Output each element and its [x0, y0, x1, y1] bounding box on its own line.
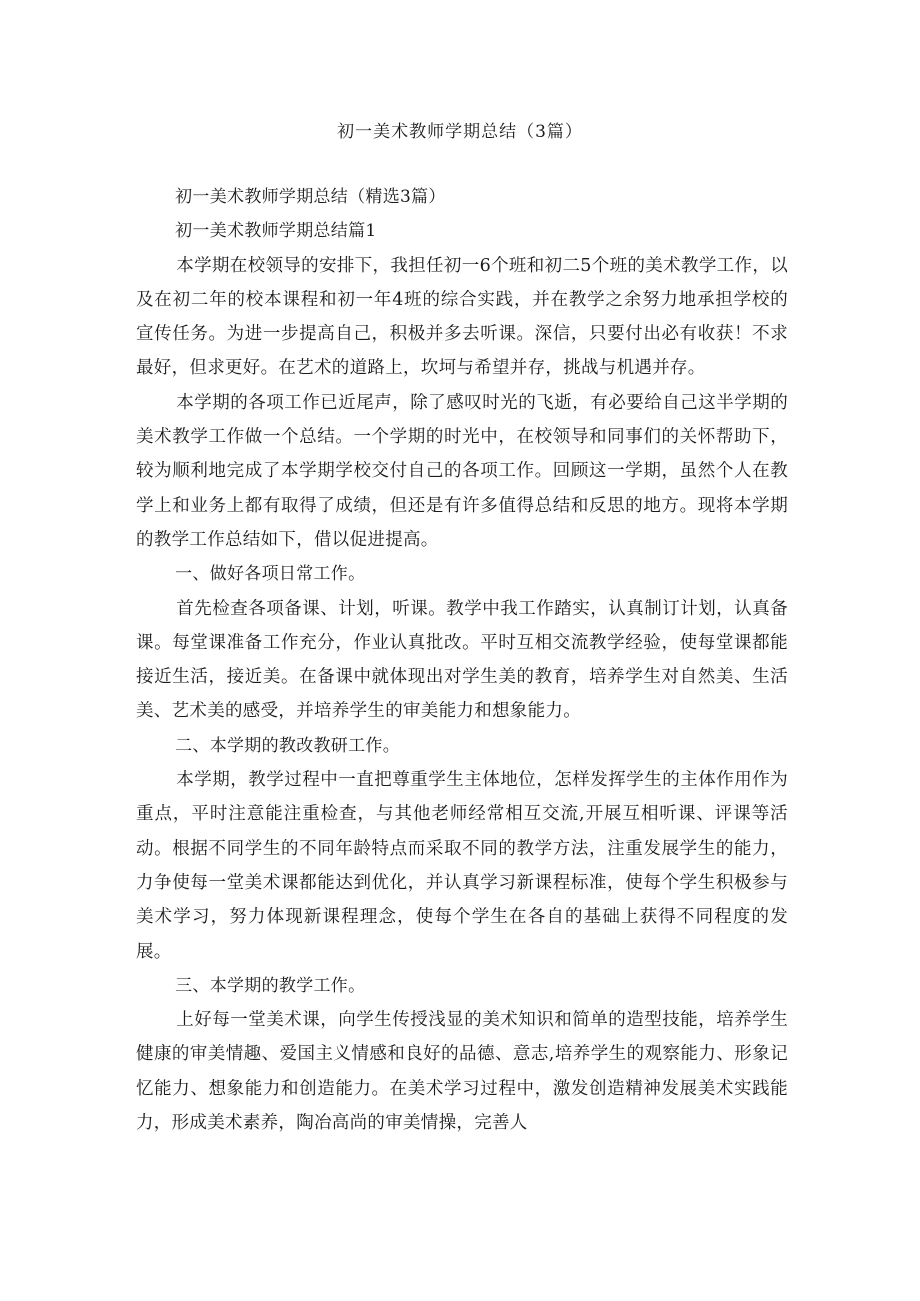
paragraph-daily-work: 首先检查各项备课、计划，听课。教学中我工作踏实，认真制订计划，认真备课。每堂课准备工作充分，作业认真批改。平时互相交流教学经验，使每堂课都能接近生活，接近美。在备课中就体现出对学生美的教育，培养学生对自然美、生活美、艺术美的感受，并培养学生的审美能力和想象能力。	[136, 598, 788, 722]
section-heading-part1: 初一美术教师学期总结篇1	[175, 221, 377, 242]
subtitle-line: 初一美术教师学期总结（精选3篇）	[175, 187, 446, 207]
paragraph-teaching-work: 上好每一堂美术课，向学生传授浅显的美术知识和简单的造型技能，培养学生健康的审美情趣、爱国主义情感和良好的品德、意志,培养学生的观察能力、形象记忆能力、想象能力和创造能力。在美术学习过程中，激发创造精神发展美术实践能力，形成美术素养，陶冶高尚的审美情操，完善人	[136, 1010, 788, 1134]
heading-daily-work: 一、做好各项日常工作。	[175, 564, 366, 585]
paragraph-summary: 本学期的各项工作已近尾声，除了感叹时光的飞逝，有必要给自己这半学期的美术教学工作做一个总结。一个学期的时光中，在校领导和同事们的关怀帮助下，较为顺利地完成了本学期学校交付自己的各项工作。回顾这一学期，虽然个人在教学上和业务上都有取得了成绩，但还是有许多值得总结和反思的地方。现将本学期的教学工作总结如下，借以促进提高。	[136, 392, 788, 550]
heading-teaching-work: 三、本学期的教学工作。	[175, 975, 366, 996]
heading-teaching-research: 二、本学期的教改教研工作。	[175, 735, 400, 756]
paragraph-intro: 本学期在校领导的安排下，我担任初一6个班和初二5个班的美术教学工作，以及在初二年的校本课程和初一年4班的综合实践，并在教学之余努力地承担学校的宣传任务。为进一步提高自己，积极并多去听课。深信，只要付出必有收获！不求最好，但求更好。在艺术的道路上，坎坷与希望并存，挑战与机遇并存。	[136, 255, 788, 379]
paragraph-teaching-research: 本学期，教学过程中一直把尊重学生主体地位，怎样发挥学生的主体作用作为重点，平时注意能注重检查，与其他老师经常相互交流,开展互相听课、评课等活动。根据不同学生的不同年龄特点而采取不同的教学方法，注重发展学生的能力，力争使每一堂美术课都能达到优化，并认真学习新课程标准，使每个学生积极参与美术学习，努力体现新课程理念，使每个学生在各自的基础上获得不同程度的发展。	[136, 770, 788, 962]
document-body	[136, 180, 788, 1140]
document-title: 初一美术教师学期总结（3篇）	[337, 122, 583, 142]
